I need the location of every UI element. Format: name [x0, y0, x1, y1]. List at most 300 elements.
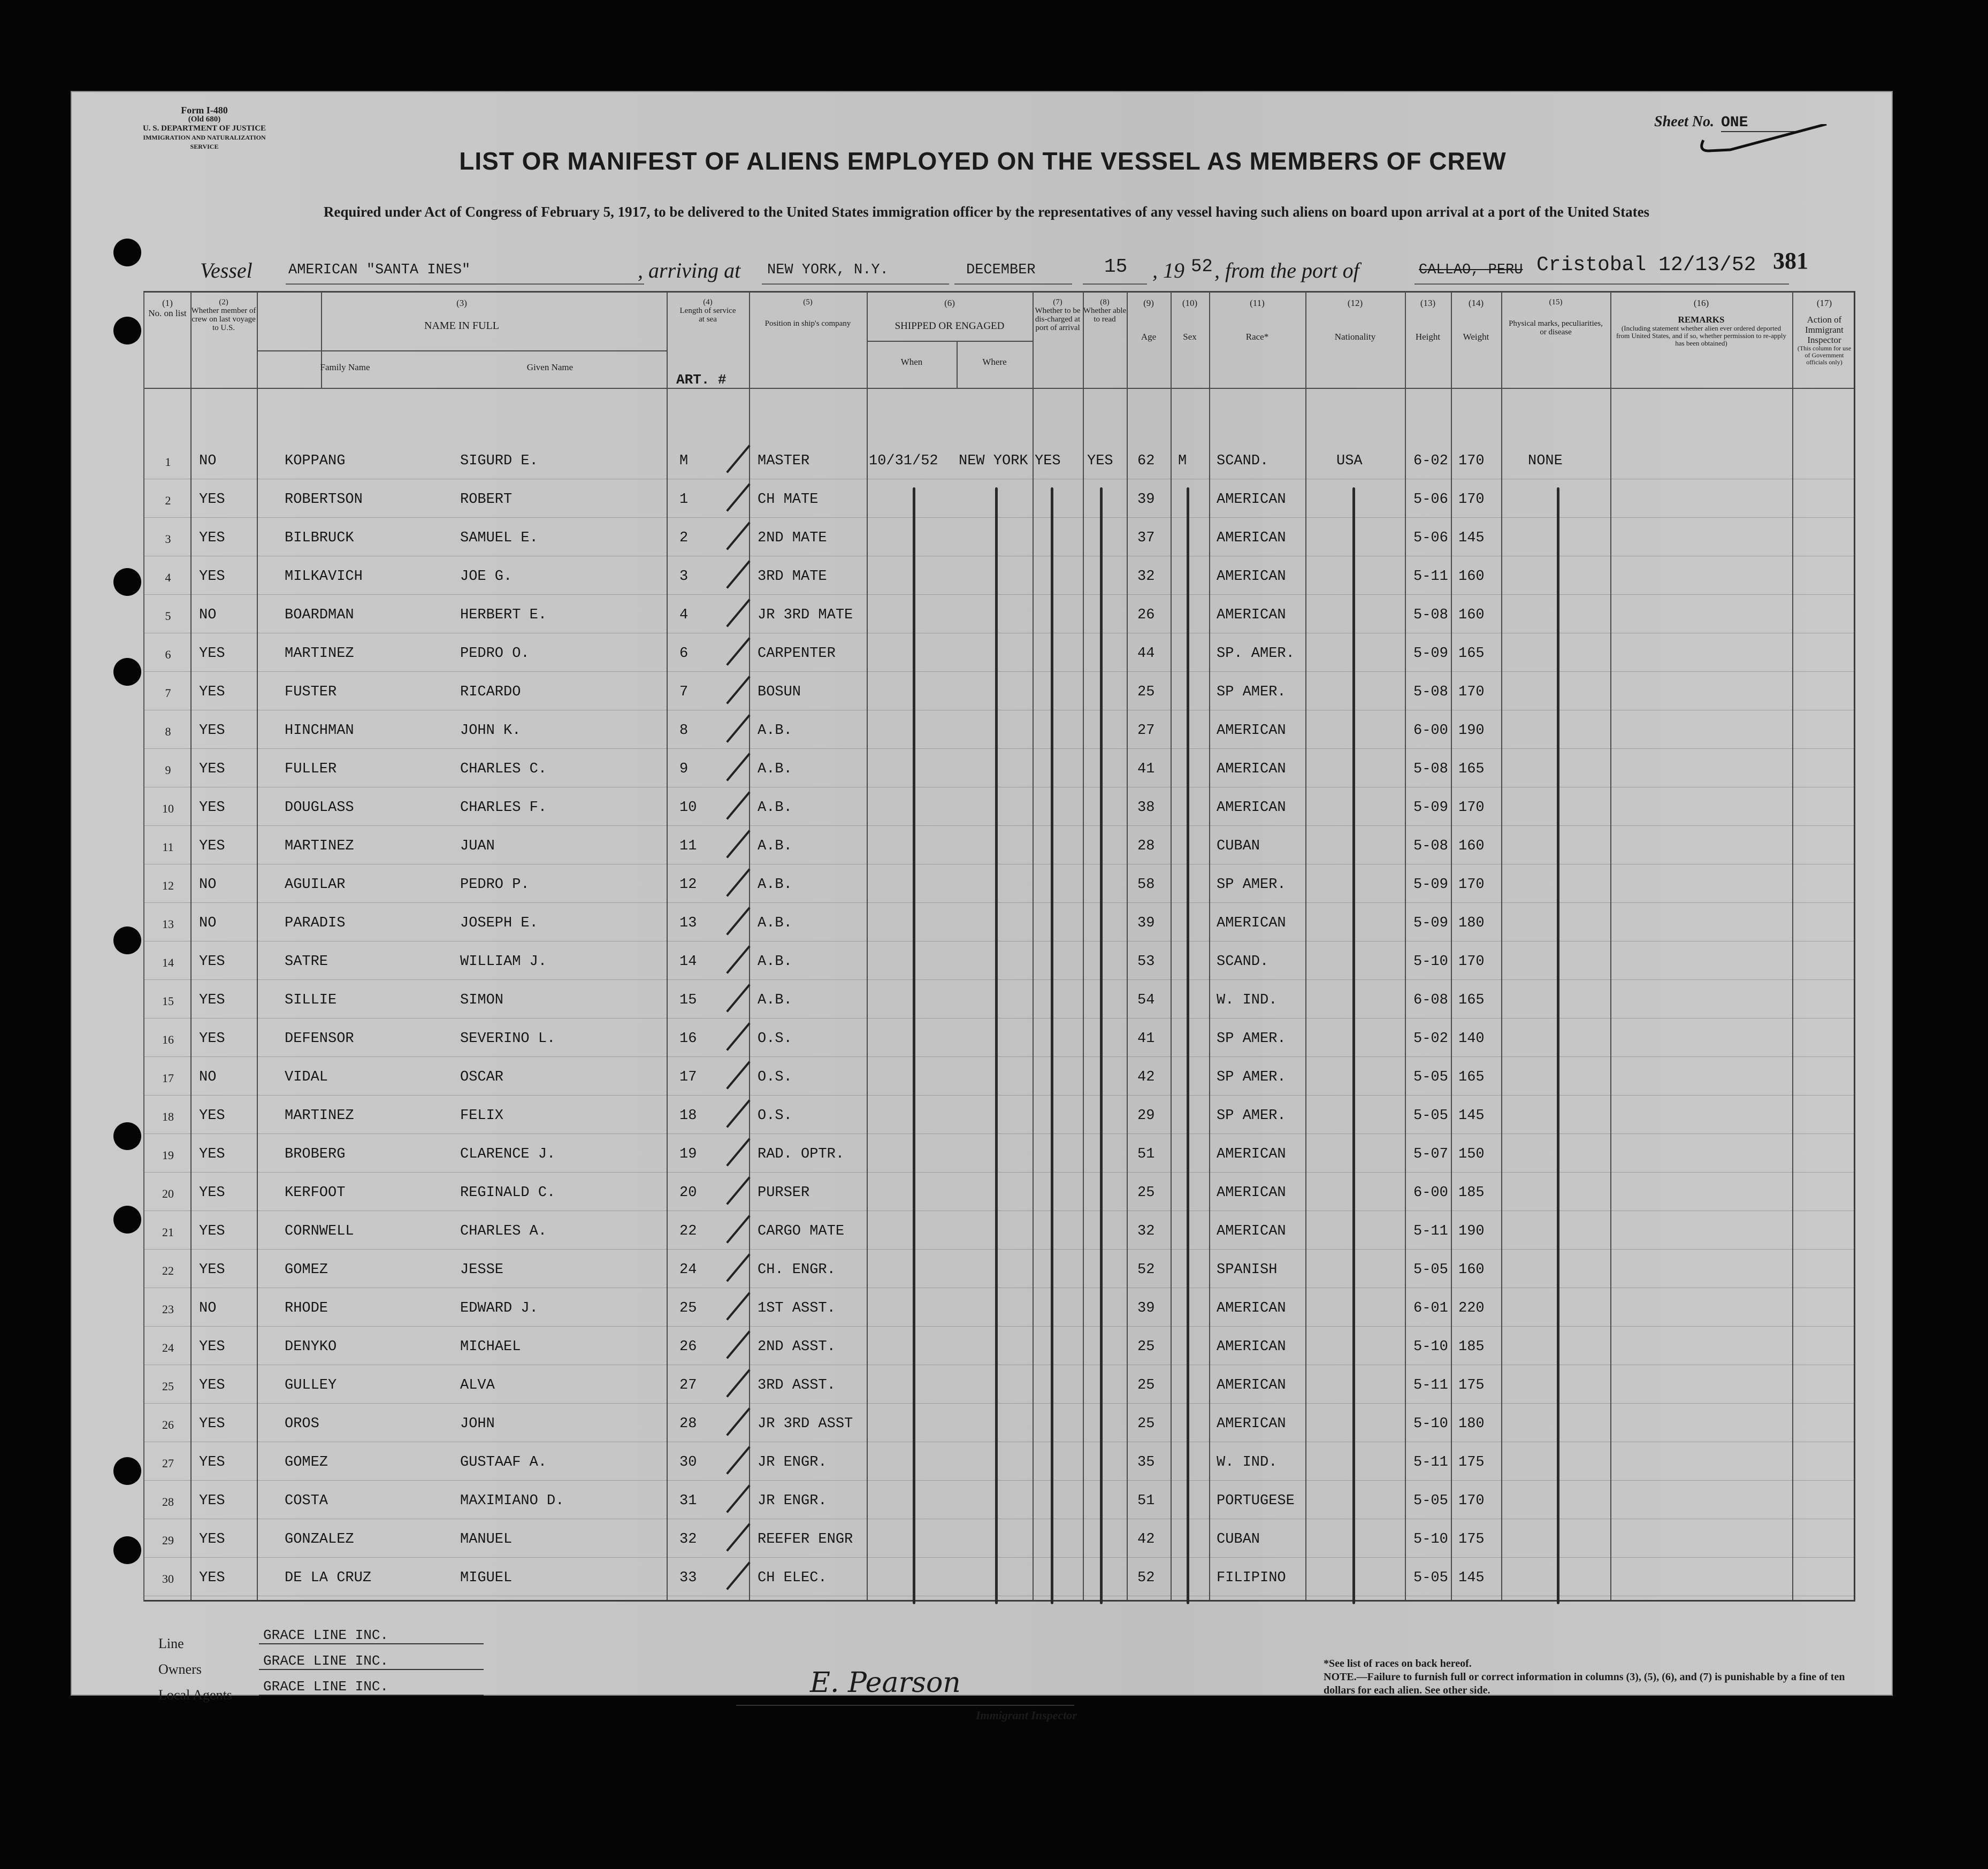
- cell-prev: YES: [199, 1185, 225, 1201]
- cell-height: 5-06: [1413, 492, 1448, 508]
- col-9-header: [1127, 298, 1171, 342]
- check-mark-icon: [726, 445, 750, 473]
- check-mark-icon: [726, 483, 750, 511]
- cell-race: SP AMER.: [1217, 1031, 1286, 1047]
- check-mark-icon: [726, 1330, 750, 1359]
- col-8-label: Whether able to read: [1083, 307, 1127, 324]
- col-13-header: [1405, 298, 1451, 342]
- cell-given: JOE G.: [460, 569, 513, 585]
- cell-family: PARADIS: [285, 915, 346, 931]
- cell-height: 6-00: [1413, 723, 1448, 739]
- cell-height: 5-10: [1413, 1416, 1448, 1432]
- cell-service: 26: [679, 1339, 697, 1355]
- cell-height: 5-09: [1413, 877, 1448, 893]
- check-mark-icon: [726, 599, 750, 627]
- cell-height: 5-08: [1413, 607, 1448, 623]
- col-2-header: [190, 298, 257, 332]
- cell-service: 9: [679, 761, 689, 777]
- cell-service: 28: [679, 1416, 697, 1432]
- row-number: 5: [165, 609, 171, 623]
- col-6-number: (6): [944, 298, 955, 308]
- cell-prev: YES: [199, 761, 225, 777]
- from-label: , from the port of: [1214, 258, 1359, 282]
- check-mark-icon: [726, 1176, 750, 1205]
- row-number: 17: [162, 1071, 174, 1085]
- cell-family: GULLEY: [285, 1377, 337, 1393]
- ditto-mark: [1100, 487, 1103, 1604]
- cell-family: DENYKO: [285, 1339, 337, 1355]
- cell-family: OROS: [285, 1416, 319, 1432]
- col-16-number: (16): [1693, 298, 1709, 308]
- cell-age: 28: [1137, 838, 1155, 854]
- cell-prev: YES: [199, 1493, 225, 1509]
- cell-height: 5-08: [1413, 684, 1448, 700]
- cell-age: 42: [1137, 1069, 1155, 1085]
- cell-weight: 165: [1458, 1069, 1485, 1085]
- cell-prev: NO: [199, 607, 217, 623]
- cell-weight: 185: [1458, 1339, 1485, 1355]
- handwritten-port: Cristobal 12/13/52: [1536, 254, 1756, 277]
- cell-service: 12: [679, 877, 697, 893]
- inspector-label: Immigrant Inspector: [976, 1709, 1077, 1722]
- check-mark-icon: [726, 1369, 750, 1397]
- col-6-header: [867, 298, 1033, 331]
- col-6-label: SHIPPED OR ENGAGED: [894, 320, 1005, 332]
- cell-position: BOSUN: [758, 684, 801, 700]
- check-mark-icon: [726, 868, 750, 897]
- cell-where: NEW YORK: [959, 453, 1028, 469]
- cell-weight: 190: [1458, 723, 1485, 739]
- arriving-label: , arriving at: [638, 258, 741, 282]
- cell-prev: YES: [199, 800, 225, 816]
- ditto-mark: [1557, 487, 1559, 1604]
- col-11-header: [1209, 298, 1305, 342]
- cell-race: AMERICAN: [1217, 723, 1286, 739]
- form-service: IMMIGRATION AND NATURALIZATION SERVICE: [143, 134, 266, 150]
- cell-given: PEDRO O.: [460, 646, 530, 662]
- cell-height: 5-05: [1413, 1570, 1448, 1586]
- cell-position: A.B.: [758, 954, 792, 970]
- col-7-label: Whether to be dis-charged at port of arrival: [1035, 307, 1081, 332]
- cell-prev: YES: [199, 992, 225, 1008]
- cell-prev: NO: [199, 1300, 217, 1316]
- cell-race: AMERICAN: [1217, 530, 1286, 546]
- cell-age: 44: [1137, 646, 1155, 662]
- cell-family: DOUGLASS: [285, 800, 354, 816]
- col-3-label: NAME IN FULL: [424, 320, 499, 332]
- cell-weight: 150: [1458, 1146, 1485, 1162]
- check-mark-icon: [726, 1138, 750, 1166]
- cell-height: 6-02: [1413, 453, 1448, 469]
- row-number: 18: [162, 1110, 174, 1123]
- col-9-number: (9): [1143, 298, 1154, 308]
- cell-given: ROBERT: [460, 492, 513, 508]
- col-7-header: [1033, 298, 1083, 332]
- cell-height: 5-05: [1413, 1262, 1448, 1278]
- cell-position: REEFER ENGR: [758, 1531, 853, 1548]
- cell-family: MARTINEZ: [285, 838, 354, 854]
- cell-given: WILLIAM J.: [460, 954, 547, 970]
- cell-height: 5-09: [1413, 915, 1448, 931]
- cell-family: ROBERTSON: [285, 492, 363, 508]
- cell-height: 5-02: [1413, 1031, 1448, 1047]
- cell-given: SEVERINO L.: [460, 1031, 556, 1047]
- col-5-label: Position in ship's company: [764, 319, 851, 328]
- col-16-header: [1610, 298, 1792, 347]
- cell-height: 5-11: [1413, 1454, 1448, 1470]
- row-number: 1: [165, 455, 171, 469]
- cell-race: SP AMER.: [1217, 1108, 1286, 1124]
- cell-height: 5-05: [1413, 1108, 1448, 1124]
- footnote-penalty: NOTE.—Failure to furnish full or correct information in columns (3), (5), (6), and (7) is punishable by a fine of ten dollars for each alien. See other side.: [1324, 1671, 1845, 1696]
- cell-family: SILLIE: [285, 992, 337, 1008]
- check-mark-icon: [726, 753, 750, 781]
- cell-family: MARTINEZ: [285, 1108, 354, 1124]
- row-number: 22: [162, 1264, 174, 1277]
- cell-race: AMERICAN: [1217, 1300, 1286, 1316]
- cell-service: 31: [679, 1493, 697, 1509]
- cell-position: CARPENTER: [758, 646, 836, 662]
- cell-weight: 170: [1458, 684, 1485, 700]
- cell-given: JOHN: [460, 1416, 495, 1432]
- vessel-label: Vessel: [200, 258, 253, 282]
- cell-age: 41: [1137, 1031, 1155, 1047]
- cell-age: 27: [1137, 723, 1155, 739]
- col-16-label: REMARKS: [1678, 315, 1725, 325]
- col-4-header: [667, 298, 749, 324]
- cell-race: AMERICAN: [1217, 1377, 1286, 1393]
- cell-weight: 170: [1458, 877, 1485, 893]
- col-9-label: Age: [1141, 332, 1157, 342]
- col-1-number: (1): [162, 298, 173, 308]
- cell-race: AMERICAN: [1217, 800, 1286, 816]
- cell-height: 5-09: [1413, 800, 1448, 816]
- cell-age: 25: [1137, 684, 1155, 700]
- cell-weight: 145: [1458, 1570, 1485, 1586]
- col-16-sublabel: (Including statement whether alien ever ordered deported from United States, and if so, whether permission to re-apply has been obtained): [1616, 324, 1787, 347]
- row-number: 21: [162, 1225, 174, 1239]
- cell-prev: NO: [199, 453, 217, 469]
- cell-service: 22: [679, 1223, 697, 1239]
- cell-weight: 165: [1458, 761, 1485, 777]
- cell-weight: 160: [1458, 1262, 1485, 1278]
- cell-height: 6-08: [1413, 992, 1448, 1008]
- cell-weight: 165: [1458, 646, 1485, 662]
- row-number: 11: [162, 840, 174, 854]
- cell-height: 6-01: [1413, 1300, 1448, 1316]
- col-10-header: [1171, 298, 1209, 342]
- cell-position: A.B.: [758, 723, 792, 739]
- sheet-value: ONE: [1721, 114, 1796, 132]
- given-name-header: Given Name: [526, 362, 574, 372]
- cell-age: 35: [1137, 1454, 1155, 1470]
- line-label: Line: [158, 1636, 184, 1651]
- row-number: 8: [165, 725, 171, 738]
- cell-nationality: USA: [1336, 453, 1363, 469]
- agents-label: Local Agents: [158, 1687, 232, 1703]
- check-mark-icon: [726, 1061, 750, 1089]
- col-11-number: (11): [1250, 298, 1265, 308]
- binder-hole: [113, 1206, 141, 1234]
- cell-prev: YES: [199, 1108, 225, 1124]
- cell-age: 51: [1137, 1146, 1155, 1162]
- check-mark-icon: [726, 984, 750, 1012]
- check-mark-icon: [726, 1292, 750, 1320]
- row-number: 24: [162, 1341, 174, 1354]
- cell-service: 14: [679, 954, 697, 970]
- row-number: 25: [162, 1380, 174, 1393]
- check-mark-icon: [726, 830, 750, 858]
- cell-race: AMERICAN: [1217, 1146, 1286, 1162]
- cell-height: 5-11: [1413, 1223, 1448, 1239]
- cell-age: 39: [1137, 1300, 1155, 1316]
- check-mark-icon: [726, 1484, 750, 1513]
- cell-family: GOMEZ: [285, 1454, 328, 1470]
- cell-service: 27: [679, 1377, 697, 1393]
- cell-marks: NONE: [1528, 453, 1563, 469]
- col-17-header: [1792, 298, 1856, 366]
- col-15-header: [1501, 298, 1610, 336]
- page-stamp-number: 381: [1773, 248, 1808, 274]
- cell-position: A.B.: [758, 877, 792, 893]
- check-mark-icon: [726, 522, 750, 550]
- cell-height: 5-10: [1413, 954, 1448, 970]
- cell-given: SIGURD E.: [460, 453, 538, 469]
- ditto-mark: [1352, 487, 1355, 1604]
- cell-prev: YES: [199, 723, 225, 739]
- col-10-label: Sex: [1183, 332, 1197, 342]
- cell-prev: YES: [199, 1262, 225, 1278]
- cell-prev: YES: [199, 1416, 225, 1432]
- check-mark-icon: [726, 1561, 750, 1590]
- cell-age: 39: [1137, 492, 1155, 508]
- cell-age: 25: [1137, 1339, 1155, 1355]
- cell-race: AMERICAN: [1217, 1223, 1286, 1239]
- check-mark-icon: [726, 714, 750, 742]
- cell-service: M: [679, 453, 689, 469]
- cell-service: 30: [679, 1454, 697, 1470]
- cell-age: 54: [1137, 992, 1155, 1008]
- cell-weight: 220: [1458, 1300, 1485, 1316]
- art-stamp: ART. #: [676, 372, 727, 388]
- cell-height: 5-06: [1413, 530, 1448, 546]
- col-15-label: Physical marks, peculiarities, or disease: [1509, 319, 1603, 336]
- col-13-label: Height: [1415, 332, 1441, 342]
- binder-hole: [113, 926, 141, 954]
- col-4-number: (4): [703, 298, 713, 307]
- cell-service: 32: [679, 1531, 697, 1548]
- cell-weight: 160: [1458, 569, 1485, 585]
- cell-family: KOPPANG: [285, 453, 346, 469]
- cell-given: MAXIMIANO D.: [460, 1493, 564, 1509]
- cell-position: A.B.: [758, 761, 792, 777]
- when-header: When: [900, 357, 923, 367]
- row-number: 7: [165, 686, 171, 700]
- cell-weight: 180: [1458, 915, 1485, 931]
- footnote-races: *See list of races on back hereof.: [1324, 1658, 1472, 1669]
- cell-family: VIDAL: [285, 1069, 328, 1085]
- col-3-number: (3): [456, 298, 467, 308]
- check-mark-icon: [726, 1523, 750, 1551]
- cell-age: 26: [1137, 607, 1155, 623]
- cell-weight: 170: [1458, 492, 1485, 508]
- cell-service: 33: [679, 1570, 697, 1586]
- col-4-label: Length of service at sea: [679, 307, 736, 324]
- col-15-number: (15): [1549, 298, 1563, 307]
- cell-age: 53: [1137, 954, 1155, 970]
- line-value: GRACE LINE INC.: [259, 1627, 484, 1644]
- cell-sex: M: [1178, 453, 1187, 469]
- check-mark-icon: [726, 945, 750, 974]
- cell-prev: YES: [199, 1223, 225, 1239]
- check-mark-icon: [726, 1215, 750, 1243]
- cell-given: CHARLES A.: [460, 1223, 547, 1239]
- col-2-label: Whether member of crew on last voyage to U.S.: [191, 307, 256, 332]
- cell-family: FULLER: [285, 761, 337, 777]
- row-number: 13: [162, 917, 174, 931]
- cell-service: 15: [679, 992, 697, 1008]
- cell-height: 5-07: [1413, 1146, 1448, 1162]
- cell-age: 32: [1137, 569, 1155, 585]
- cell-prev: NO: [199, 877, 217, 893]
- cell-given: SIMON: [460, 992, 504, 1008]
- cell-race: SCAND.: [1217, 954, 1269, 970]
- cell-position: CH ELEC.: [758, 1570, 827, 1586]
- cell-race: SP AMER.: [1217, 1069, 1286, 1085]
- cell-prev: YES: [199, 684, 225, 700]
- cell-weight: 170: [1458, 1493, 1485, 1509]
- cell-prev: NO: [199, 915, 217, 931]
- cell-given: MIGUEL: [460, 1570, 513, 1586]
- cell-family: DE LA CRUZ: [285, 1570, 372, 1586]
- cell-height: 5-08: [1413, 761, 1448, 777]
- ditto-mark: [995, 487, 998, 1604]
- row-number: 19: [162, 1148, 174, 1162]
- cell-given: MANUEL: [460, 1531, 513, 1548]
- cell-race: AMERICAN: [1217, 1185, 1286, 1201]
- form-number: Form I-480: [181, 105, 228, 116]
- cell-service: 2: [679, 530, 689, 546]
- cell-service: 16: [679, 1031, 697, 1047]
- col-14-label: Weight: [1463, 332, 1489, 342]
- cell-given: EDWARD J.: [460, 1300, 538, 1316]
- cell-discharged: YES: [1035, 453, 1061, 469]
- col-12-header: [1305, 298, 1405, 342]
- cell-position: 3RD MATE: [758, 569, 827, 585]
- col-1-label: No. on list: [148, 308, 187, 318]
- cell-race: W. IND.: [1217, 992, 1278, 1008]
- check-mark-icon: [726, 791, 750, 819]
- cell-given: JUAN: [460, 838, 495, 854]
- cell-given: FELIX: [460, 1108, 504, 1124]
- cell-age: 25: [1137, 1416, 1155, 1432]
- check-mark-icon: [726, 1407, 750, 1436]
- cell-position: CH MATE: [758, 492, 819, 508]
- cell-family: SATRE: [285, 954, 328, 970]
- binder-hole: [113, 1457, 141, 1485]
- page-title: LIST OR MANIFEST OF ALIENS EMPLOYED ON THE VESSEL AS MEMBERS OF CREW: [459, 147, 1507, 175]
- cell-prev: YES: [199, 838, 225, 854]
- cell-weight: 140: [1458, 1031, 1485, 1047]
- cell-age: 62: [1137, 453, 1155, 469]
- cell-race: CUBAN: [1217, 1531, 1260, 1548]
- cell-prev: YES: [199, 1031, 225, 1047]
- from-port: CALLAO, PERU: [1419, 262, 1523, 278]
- cell-height: 5-11: [1413, 569, 1448, 585]
- col-2-number: (2): [219, 298, 228, 307]
- col-11-label: Race*: [1245, 332, 1269, 342]
- arrival-day: 15: [1104, 256, 1128, 278]
- cell-age: 52: [1137, 1570, 1155, 1586]
- page-subtitle: Required under Act of Congress of February 5, 1917, to be delivered to the United States immigration officer by the representatives of any vessel having such aliens on board upon arrival at a port of the United States: [323, 204, 1650, 220]
- row-number: 3: [165, 532, 171, 546]
- cell-service: 8: [679, 723, 689, 739]
- ditto-mark: [1051, 487, 1053, 1604]
- cell-age: 29: [1137, 1108, 1155, 1124]
- cell-height: 5-05: [1413, 1493, 1448, 1509]
- cell-weight: 160: [1458, 607, 1485, 623]
- check-mark-icon: [726, 676, 750, 704]
- check-mark-icon: [726, 1253, 750, 1282]
- cell-given: SAMUEL E.: [460, 530, 538, 546]
- cell-age: 38: [1137, 800, 1155, 816]
- cell-given: JESSE: [460, 1262, 504, 1278]
- cell-weight: 175: [1458, 1531, 1485, 1548]
- cell-position: PURSER: [758, 1185, 810, 1201]
- cell-position: O.S.: [758, 1069, 792, 1085]
- cell-position: RAD. OPTR.: [758, 1146, 845, 1162]
- cell-service: 1: [679, 492, 689, 508]
- cell-height: 5-09: [1413, 646, 1448, 662]
- cell-family: FUSTER: [285, 684, 337, 700]
- ditto-mark: [1187, 487, 1189, 1604]
- row-number: 28: [162, 1495, 174, 1508]
- cell-weight: 190: [1458, 1223, 1485, 1239]
- row-number: 16: [162, 1033, 174, 1046]
- cell-given: PEDRO P.: [460, 877, 530, 893]
- form-department: U. S. DEPARTMENT OF JUSTICE: [142, 124, 266, 133]
- cell-age: 51: [1137, 1493, 1155, 1509]
- cell-prev: YES: [199, 954, 225, 970]
- cell-family: GOMEZ: [285, 1262, 328, 1278]
- cell-family: KERFOOT: [285, 1185, 346, 1201]
- cell-race: SP AMER.: [1217, 684, 1286, 700]
- binder-hole: [113, 239, 141, 266]
- cell-prev: YES: [199, 646, 225, 662]
- cell-given: CHARLES C.: [460, 761, 547, 777]
- cell-family: DEFENSOR: [285, 1031, 354, 1047]
- col-14-number: (14): [1468, 298, 1484, 308]
- owners-value: GRACE LINE INC.: [259, 1653, 484, 1670]
- cell-height: 5-10: [1413, 1339, 1448, 1355]
- cell-family: CORNWELL: [285, 1223, 354, 1239]
- cell-age: 39: [1137, 915, 1155, 931]
- cell-height: 5-11: [1413, 1377, 1448, 1393]
- cell-position: A.B.: [758, 992, 792, 1008]
- cell-position: A.B.: [758, 838, 792, 854]
- cell-position: MASTER: [758, 453, 810, 469]
- col-1-header: [144, 298, 190, 318]
- row-number: 6: [165, 648, 171, 661]
- footnote: [1324, 1657, 1875, 1697]
- cell-given: OSCAR: [460, 1069, 504, 1085]
- cell-position: JR ENGR.: [758, 1454, 827, 1470]
- cell-race: SP. AMER.: [1217, 646, 1295, 662]
- cell-age: 41: [1137, 761, 1155, 777]
- col-8-number: (8): [1100, 298, 1110, 307]
- cell-service: 11: [679, 838, 697, 854]
- col-17-sublabel: (This column for use of Government officials only): [1797, 344, 1852, 366]
